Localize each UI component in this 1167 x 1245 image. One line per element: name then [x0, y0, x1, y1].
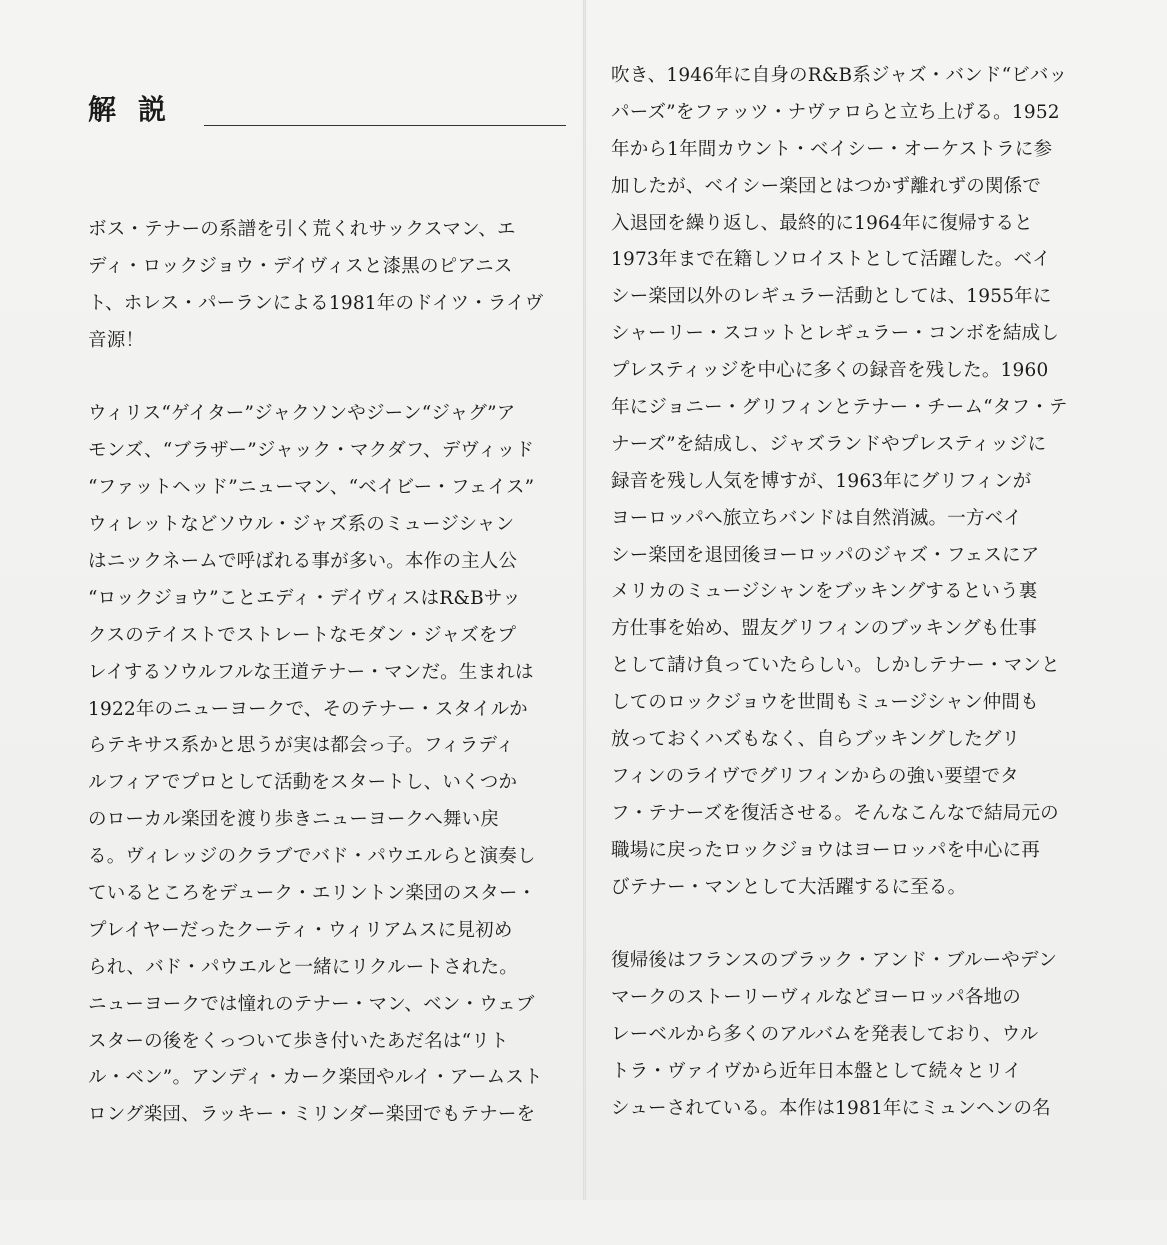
text-line: ウィレットなどソウル・ジャズ系のミュージシャン [88, 514, 515, 536]
text-line: シー楽団を退団後ヨーロッパのジャズ・フェスにア [611, 544, 1040, 566]
text-line: フィンのライヴでグリフィンからの強い要望でタ [611, 765, 1019, 787]
text-line: プレスティッジを中心に多くの録音を残した。1960 [611, 360, 1049, 382]
right-column [611, 58, 1095, 1128]
text-line: “ファットヘッド”ニューマン、“ベイビー・フェイス” [88, 477, 535, 499]
text-line: スターの後をくっついて歩き付いたあだ名は“リト [88, 1030, 509, 1052]
left-column [88, 212, 572, 1245]
text-line: ルフィアでプロとして活動をスタートし、いくつか [88, 772, 518, 794]
text-line: ル・ベン”。アンディ・カーク楽団やルイ・アームスト [88, 1067, 543, 1089]
text-line [88, 1208, 572, 1245]
text-line: のローカル楽団を渡り歩きニューヨークへ舞い戻 [88, 809, 500, 831]
text-line: 入退団を繰り返し、最終的に1964年に復帰すると [611, 212, 1033, 234]
text-line: 年にジョニー・グリフィンとテナー・チーム“タフ・テ [611, 397, 1068, 419]
paragraph-gap [611, 906, 1095, 943]
text-line: ニューヨークでは憧れのテナー・マン、ベン・ウェブ [88, 993, 535, 1015]
text-line [88, 1134, 572, 1171]
text-line: シャーリー・スコットとレギュラー・コンボを結成し [611, 323, 1060, 345]
text-line: びテナー・マンとして大活躍するに至る。 [611, 876, 967, 898]
right-paragraph-1 [611, 58, 1095, 906]
text-line: 職場に戻ったロックジョウはヨーロッパを中心に再 [611, 839, 1040, 861]
text-line: “ロックジョウ”ことエディ・デイヴィスはR&Bサッ [88, 587, 521, 609]
text-line: モンズ、“ブラザー”ジャック・マクダフ、デヴィッド [88, 440, 535, 462]
text-line: られ、バド・パウエルと一緒にリクルートされた。 [88, 956, 518, 978]
text-line: フ・テナーズを復活させる。そんなこんなで結局元の [611, 802, 1059, 824]
text-line: 吹き、1946年に自身のR&B系ジャズ・バンド“ビバッ [611, 65, 1068, 86]
text-line: らテキサス系かと思うが実は都会っ子。フィラディ [88, 735, 515, 757]
text-line: ボス・テナーの系譜を引く荒くれサックスマン、エ [88, 219, 516, 240]
text-line: ヨーロッパへ旅立ちバンドは自然消滅。一方ベイ [611, 507, 1023, 529]
section-heading: 解説 [88, 93, 189, 126]
text-line: レーベルから多くのアルバムを発表しており、ウル [611, 1024, 1039, 1046]
text-line: 録音を残し人気を博すが、1963年にグリフィンが [611, 470, 1032, 492]
text-line: クスのテイストでストレートなモダン・ジャズをプ [88, 624, 517, 646]
text-line: トラ・ヴァイヴから近年日本盤として続々とリイ [611, 1061, 1022, 1083]
text-line: ト、ホレス・パーランによる1981年のドイツ・ライヴ [88, 292, 544, 314]
text-line: マークのストーリーヴィルなどヨーロッパ各地の [611, 987, 1021, 1009]
text-line: ロング楽団、ラッキー・ミリンダー楽団でもテナーを [88, 1104, 536, 1126]
left-paragraph-2 [88, 396, 572, 1244]
text-line [88, 1171, 572, 1208]
text-line: 方仕事を始め、盟友グリフィンのブッキングも仕事 [611, 618, 1038, 640]
paragraph-gap [88, 360, 572, 397]
text-line: はニックネームで呼ばれる事が多い。本作の主人公 [88, 551, 518, 573]
text-line: シー楽団以外のレギュラー活動としては、1955年に [611, 286, 1052, 308]
text-line: プレイヤーだったクーティ・ウィリアムスに見初め [88, 919, 513, 941]
left-paragraph-1 [88, 212, 572, 360]
text-line: ウィリス“ゲイター”ジャクソンやジーン“ジャグ”ア [88, 403, 516, 425]
heading-underline [204, 125, 566, 126]
text-line: として請け負っていたらしい。しかしテナー・マンと [611, 655, 1060, 677]
text-line: ディ・ロックジョウ・デイヴィスと漆黒のピアニス [88, 255, 513, 277]
text-line: 1973年まで在籍しソロイストとして活躍した。ベイ [611, 249, 1051, 271]
text-line: 1922年のニューヨークで、そのテナー・スタイルか [88, 698, 528, 720]
text-line: ているところをデューク・エリントン楽団のスター・ [88, 883, 537, 905]
text-line: る。ヴィレッジのクラブでバド・パウエルらと演奏し [88, 846, 536, 868]
text-line: 音源！ [88, 329, 145, 351]
page-fold [583, 0, 586, 1200]
text-line: メリカのミュージシャンをブッキングするという裏 [611, 581, 1038, 603]
text-line: パーズ”をファッツ・ナヴァロらと立ち上げる。1952 [611, 101, 1060, 123]
text-line: 加したが、ベイシー楽団とはつかず離れずの関係で [611, 175, 1042, 197]
text-line: ナーズ”を結成し、ジャズランドやプレスティッジに [611, 433, 1047, 455]
text-line: 年から1年間カウント・ベイシー・オーケストラに参 [611, 138, 1053, 160]
text-line: 復帰後はフランスのブラック・アンド・ブルーやデン [611, 950, 1058, 972]
text-line: レイするソウルフルな王道テナー・マンだ。生まれは [88, 661, 534, 683]
text-line: してのロックジョウを世間もミュージシャン仲間も [611, 692, 1039, 714]
right-paragraph-2 [611, 943, 1095, 1127]
text-line: 放っておくハズもなく、自らブッキングしたグリ [611, 729, 1021, 751]
text-line: シューされている。本作は1981年にミュンヘンの名 [611, 1097, 1051, 1119]
